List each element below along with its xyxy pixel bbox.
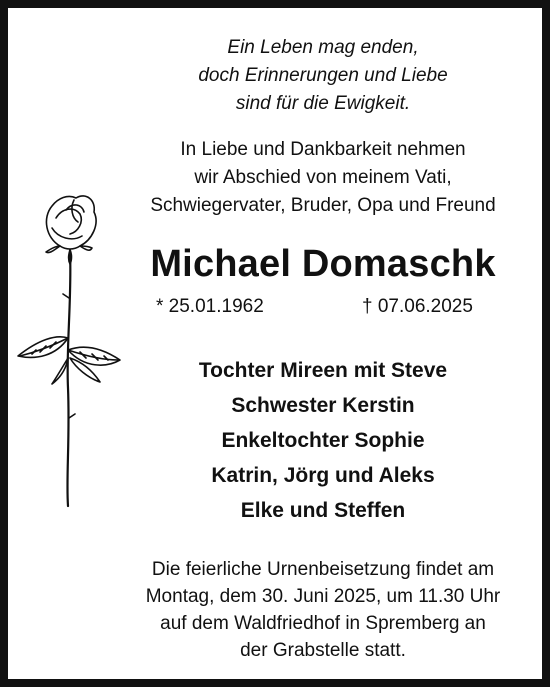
funeral-notice <box>88 556 550 664</box>
deceased-name: Michael Domaschk <box>150 243 496 285</box>
mourners-list <box>88 353 550 528</box>
intro-line: Schwiegervater, Bruder, Opa und Freund <box>150 195 496 216</box>
quote-block <box>88 34 550 118</box>
mourner-line: Tochter Mireen mit Steve <box>198 359 448 382</box>
birth-date: * 25.01.1962 <box>156 296 264 317</box>
notice-line: auf dem Waldfriedhof in Spremberg an <box>160 613 486 634</box>
intro-block <box>88 136 550 220</box>
mourner-line: Katrin, Jörg und Aleks <box>211 464 435 487</box>
quote-line: sind für die Ewigkeit. <box>235 93 411 114</box>
death-date: † 07.06.2025 <box>362 296 473 317</box>
quote-line: Ein Leben mag enden, <box>227 37 419 58</box>
quote-line: doch Erinnerungen und Liebe <box>198 65 448 86</box>
mourner-line: Enkeltochter Sophie <box>221 429 425 452</box>
intro-line: wir Abschied von meinem Vati, <box>194 167 452 188</box>
notice-line: der Grabstelle statt. <box>240 640 406 661</box>
mourner-line: Schwester Kerstin <box>231 394 415 417</box>
notice-line: Die feierliche Urnenbeisetzung findet am <box>151 559 495 580</box>
intro-line: In Liebe und Dankbarkeit nehmen <box>180 139 466 160</box>
mourner-line: Elke und Steffen <box>240 499 406 522</box>
notice-line: Montag, dem 30. Juni 2025, um 11.30 Uhr <box>145 586 501 607</box>
